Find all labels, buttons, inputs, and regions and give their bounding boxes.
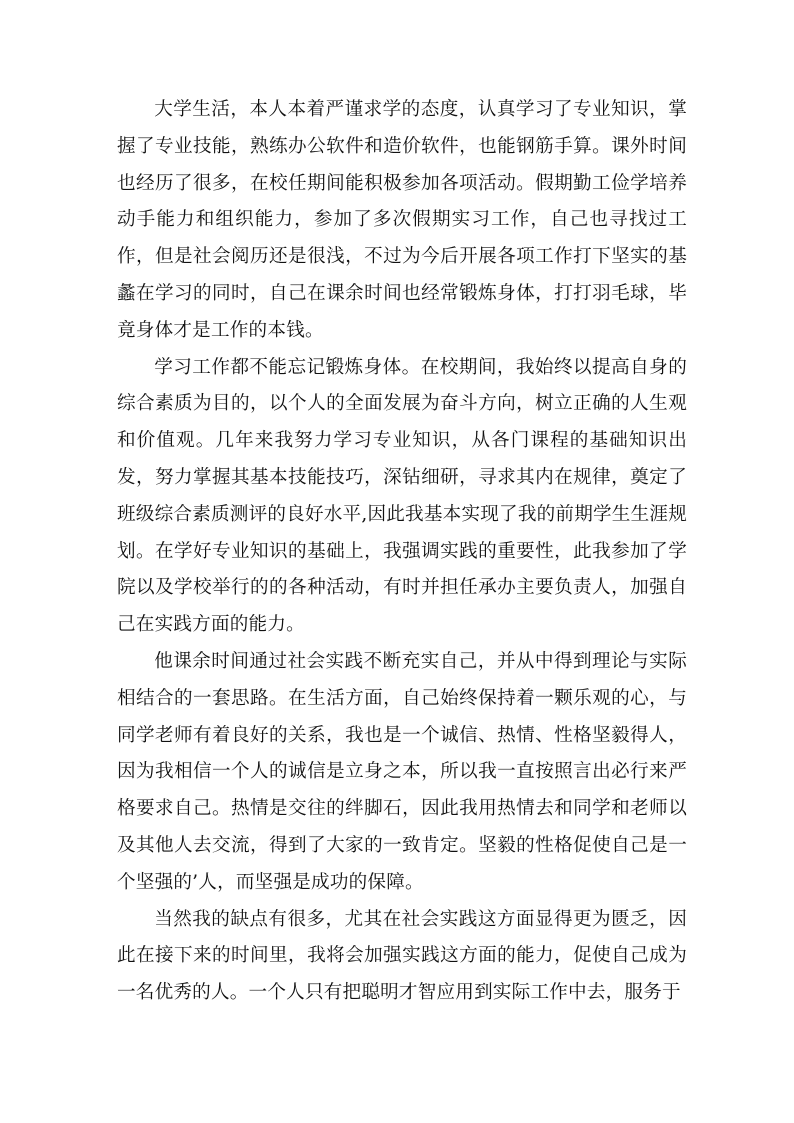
- paragraph-3: 他课余时间通过社会实践不断充实自己，并从中得到理论与实际相结合的一套思路。在生活方面，自己始终保持着一颗乐观的心，与同学老师有着良好的关系，我也是一个诚信、热情、性格坚毅得人，因为我相信一个人的诚信是立身之本，所以我一直按照言出必行来严格要求自己。热情是交往的绊脚石，因此我用热情去和同学和老师以及其他人去交流，得到了大家的一致肯定。坚毅的性格促使自己是一个坚强的’人，而坚强是成功的保障。: [117, 650, 687, 893]
- paragraph-4: 当然我的缺点有很多，尤其在社会实践这方面显得更为匮乏，因此在接下来的时间里，我将会加强实践这方面的能力，促使自己成为一名优秀的人。一个人只有把聪明才智应用到实际工作中去，服务于: [117, 908, 687, 1004]
- document-body: [117, 92, 687, 1012]
- paragraph-2: 学习工作都不能忘记锻炼身体。在校期间，我始终以提高自身的综合素质为目的，以个人的全面发展为奋斗方向，树立正确的人生观和价值观。几年来我努力学习专业知识，从各门课程的基础知识出发，努力掌握其基本技能技巧，深钻细研，寻求其内在规律，奠定了班级综合素质测评的良好水平,因此我基本实现了我的前期学生生涯规划。在学好专业知识的基础上，我强调实践的重要性，此我参加了学院以及学校举行的的各种活动，有时并担任承办主要负责人，加强自己在实践方面的能力。: [117, 356, 687, 636]
- paragraph-1: 大学生活，本人本着严谨求学的态度，认真学习了专业知识，掌握了专业技能，熟练办公软件和造价软件，也能钢筋手算。课外时间也经历了很多，在校任期间能积极参加各项活动。假期勤工俭学培养动手能力和组织能力，参加了多次假期实习工作，自己也寻找过工作，但是社会阅历还是很浅，不过为今后开展各项工作打下坚实的基蠡在学习的同时，自己在课余时间也经常锻炼身体，打打羽毛球，毕竟身体才是工作的本钱。: [117, 99, 687, 341]
